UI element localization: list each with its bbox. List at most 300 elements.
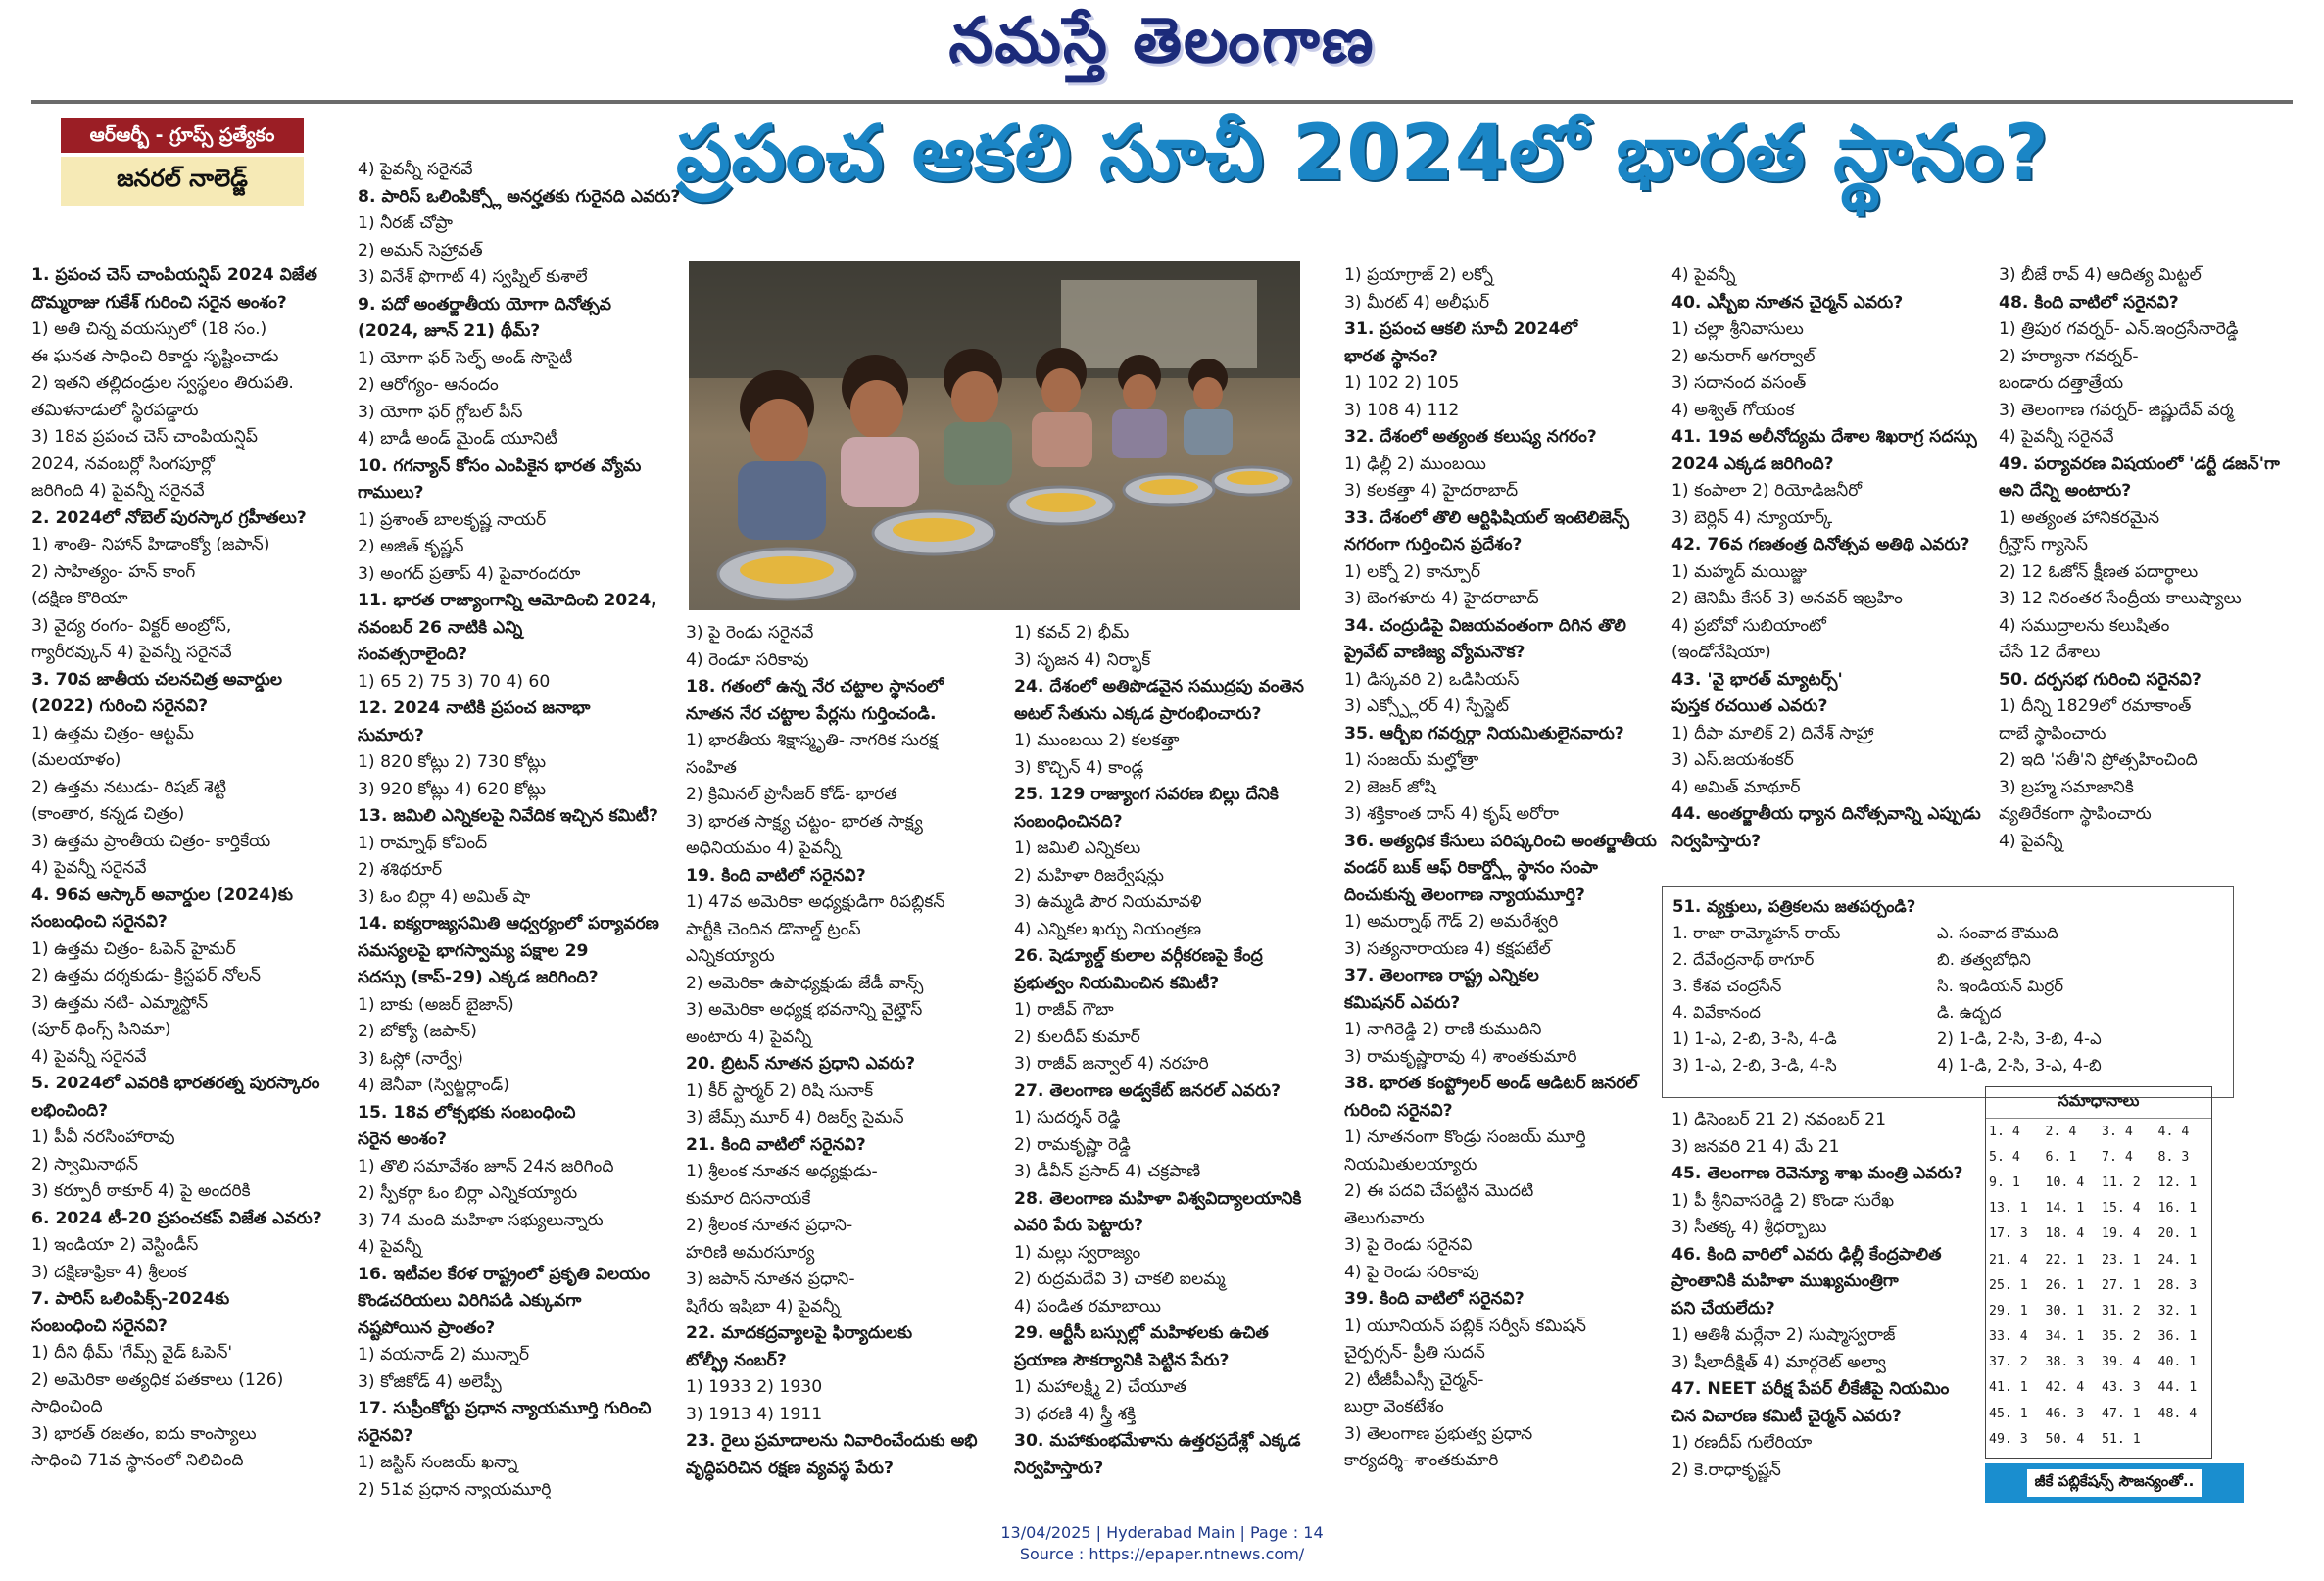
option-line: 1) లక్నో 2) కాన్పూర్	[1344, 561, 1481, 582]
answer-cell: 27. 1	[2102, 1277, 2141, 1293]
option-line: 1) త్రిపుర గవర్నర్- ఎన్.ఇంద్రసేనారెడ్డి	[1999, 319, 2239, 339]
question-line: 5. 2024లో ఎవరికి భారతరత్న పురస్కారం	[31, 1074, 320, 1093]
option-line: సాధించి 71వ స్థానంలో నిలిచింది	[31, 1451, 244, 1470]
question-line: 42. 76వ గణతంత్ర దినోత్సవ అతిథి ఎవరు?	[1671, 535, 1970, 554]
option-line: 2) ఇది 'సతీ'ని ప్రోత్సహించింది	[1999, 750, 2198, 770]
credit-text: జీకే పబ్లికేషన్స్ సౌజన్యంతో..	[2027, 1469, 2203, 1497]
question-line: 23. రైలు ప్రమాదాలను నివారించేందుకు అభి	[686, 1431, 978, 1451]
answer-cell: 6. 1	[2045, 1149, 2077, 1165]
answer-cell: 46. 3	[2045, 1406, 2085, 1421]
match-cell: ఎ. సంవాద కౌముది	[1937, 924, 2058, 942]
answer-row	[1986, 1222, 2211, 1247]
answer-cell: 13. 1	[1989, 1201, 2028, 1217]
answer-row	[1986, 1324, 2211, 1350]
answers-table	[1986, 1119, 2211, 1452]
answer-cell: 11. 2	[2102, 1174, 2141, 1190]
option-line: 3) పై రెండు సరైనవే	[686, 623, 814, 643]
option-line: 3) రామకృష్ణారావు 4) శాంతకుమారి	[1344, 1046, 1577, 1067]
question-line: ఎవరి పేరు పెట్టారు?	[1014, 1216, 1144, 1235]
match-cell: 3. కేశవ చంద్రసేన్	[1672, 977, 1782, 995]
match-cell: 2. దేవేంద్రనాథ్ ఠాగూర్	[1672, 950, 1815, 969]
answer-cell: 32. 1	[2157, 1303, 2198, 1318]
option-line: 3) 1913 4) 1911	[686, 1404, 823, 1424]
question-line: 8. పారిస్ ఒలింపిక్స్లో అనర్హతకు గురైనది ఎవరు?	[358, 186, 681, 207]
answer-cell: 1. 4	[1989, 1124, 2020, 1139]
option-line: చైర్పర్సన్- ప్రీతి సుదన్	[1344, 1343, 1485, 1363]
option-line: 2) జెనిమీ కేసర్ 3) అనవర్ ఇబ్రహిం	[1671, 589, 1903, 608]
option-line: 3) డీవీన్ ప్రసాద్ 4) చక్రపాణి	[1014, 1162, 1201, 1181]
option-line: 2) హర్యానా గవర్నర్-	[1999, 346, 2139, 366]
question-line: ప్రైవేట్ వాణిజ్య వ్యోమనౌక?	[1344, 643, 1525, 662]
option-line: 3) ఉత్తమ ప్రాంతీయ చిత్రం- కార్తికేయ	[31, 831, 271, 851]
option-line: 1) దీని థీమ్ 'గేమ్స్ వైడ్ ఓపెన్'	[31, 1343, 233, 1363]
answer-cell: 12. 1	[2157, 1174, 2198, 1190]
option-line: 4) పై రెండు సరికావు	[1344, 1262, 1479, 1282]
answer-cell: 16. 1	[2157, 1201, 2198, 1217]
match-row	[1672, 1052, 2223, 1078]
question-line: 10. గగన్యాన్ కోసం ఎంపికైన భారత వ్యోమ	[358, 455, 642, 476]
answer-cell: 42. 4	[2045, 1380, 2085, 1396]
option-line: గ్రీన్హౌస్ గ్యాసెస్	[1999, 535, 2088, 554]
option-line: 3) రాజీవ్ జన్వాల్ 4) నరహరి	[1014, 1054, 1209, 1074]
option-line: 1) 102 2) 105	[1344, 373, 1460, 393]
answer-row	[1986, 1196, 2211, 1222]
option-line: 4) పండిత రమాబాయి	[1014, 1296, 1162, 1317]
option-line: 3) 920 కోట్లు 4) 620 కోట్లు	[358, 779, 547, 799]
option-line: 1) ప్రయాగ్రాజ్ 2) లక్నో	[1344, 265, 1493, 285]
option-line: 1) అమర్నాథ్ గౌడ్ 2) అమరేశ్వరి	[1344, 912, 1559, 932]
question-line: 9. పదో అంతర్జాతీయ యోగా దినోత్సవ	[358, 294, 611, 314]
option-line: దాబే స్థాపించారు	[1999, 723, 2106, 743]
option-line: సంహిత	[686, 757, 737, 778]
answer-cell: 3. 4	[2102, 1124, 2133, 1139]
question-line: అని దేన్ని అంటారు?	[1999, 481, 2132, 501]
question-line: పని చేయలేదు?	[1671, 1298, 1775, 1318]
option-line: 1) సుదర్శన్ రెడ్డి	[1014, 1108, 1121, 1127]
option-line: 1) భారతీయ శిక్షాస్మృతి- నాగరిక సురక్ష	[686, 731, 939, 750]
option-line: 1) మహ్మద్ మయిజ్జు	[1671, 561, 1807, 582]
option-line: 1) 65 2) 75 3) 70 4) 60	[358, 671, 551, 692]
option-line: 3) 74 మంది మహిళా సభ్యులున్నారు	[358, 1210, 604, 1230]
option-line: 3) జనవరి 21 4) మే 21	[1671, 1136, 1840, 1157]
answer-cell: 28. 3	[2157, 1277, 2198, 1293]
answer-row	[1986, 1298, 2211, 1323]
question-line: 12. 2024 నాటికి ప్రపంచ జనాభా	[358, 698, 591, 718]
question-line: దొమ్మరాజు గుకేశ్ గురించి సరైన అంశం?	[31, 292, 287, 312]
option-line: పార్టీకి చెందిన డొనాల్డ్ ట్రంప్	[686, 919, 861, 939]
question-line: 11. భారత రాజ్యాంగాన్ని ఆమోదించి 2024,	[358, 591, 657, 610]
option-line: 1) బాకు (అజర్ బైజాన్)	[358, 994, 514, 1015]
match-row	[1672, 1026, 2223, 1052]
answer-cell: 38. 3	[2045, 1355, 2085, 1370]
option-line: చేసే 12 దేశాలు	[1999, 643, 2101, 662]
option-line: 1) ఉత్తమ చిత్రం- ఓపెన్ హైమర్	[31, 938, 236, 959]
answer-cell: 26. 1	[2045, 1277, 2085, 1293]
question-line: 22. మాదకద్రవ్యాలపై ఫిర్యాదులకు	[686, 1323, 913, 1343]
option-line: 3) 12 నిరంతర సేంద్రీయ కాలుష్యాలు	[1999, 589, 2242, 608]
option-line: 3) సృజన 4) నిర్భాక్	[1014, 649, 1151, 670]
option-line: (దక్షిణ కొరియా	[31, 589, 128, 608]
answer-cell: 47. 1	[2102, 1406, 2141, 1421]
option-line: 4) ఎన్నికల ఖర్చు నియంత్రణ	[1014, 919, 1202, 939]
option-line: 2) అజిత్ కృష్ణన్	[358, 537, 464, 556]
option-line: 1) ఆతిశీ మర్లేనా 2) సుష్మాస్వరాజ్	[1671, 1325, 1896, 1345]
option-line: 3) కోజికోడ్ 4) అలెప్పీ	[358, 1371, 502, 1392]
newspaper-logo: నమస్తే తెలంగాణ	[948, 4, 1376, 77]
option-line: 2) ఉత్తమ నటుడు- రిషబ్ శెట్టి	[31, 777, 226, 797]
option-line: 2) క్రిమినల్ ప్రొసీజర్ కోడ్- భారత	[686, 785, 897, 804]
question-line: గాములు?	[358, 483, 424, 503]
option-line: 2) రామకృష్ణా రెడ్డి	[1014, 1134, 1131, 1155]
option-line: 3) సీతక్క 4) శ్రీధర్బాబు	[1671, 1218, 1827, 1237]
option-line: 2) సాహిత్యం- హన్ కాంగ్	[31, 561, 196, 582]
option-line: 1) నీరజ్ చోప్రా	[358, 214, 453, 233]
option-line: 3) మీరట్ 4) అలీఘర్	[1344, 292, 1490, 312]
question-line: 7. పారిస్ ఒలింపిక్స్-2024కు	[31, 1289, 230, 1309]
question-line: 3. 70వ జాతీయ చలనచిత్ర అవార్డుల	[31, 669, 283, 690]
option-line: 2) శశిథరూర్	[358, 860, 443, 880]
option-line: 3) ఓస్లో (నార్వే)	[358, 1048, 463, 1069]
question-line: సదస్సు (కాప్-29) ఎక్కడ జరిగింది?	[358, 968, 599, 987]
answer-cell: 41. 1	[1989, 1380, 2028, 1396]
answer-cell: 39. 4	[2102, 1355, 2141, 1370]
option-line: 2) అనురాగ్ అగర్వాల్	[1671, 346, 1816, 366]
question-line: 25. 129 రాజ్యాంగ సవరణ బిల్లు దేనికి	[1014, 785, 1279, 804]
question-line: 30. మహాకుంభమేళాను ఉత్తరప్రదేశ్లో ఎక్కడ	[1014, 1431, 1301, 1451]
option-line: 2) స్వామినాథన్	[31, 1154, 138, 1174]
option-line: ఎన్నికయ్యారు	[686, 946, 775, 966]
question-line: 34. చంద్రుడిపై విజయవంతంగా దిగిన తొలి	[1344, 615, 1626, 636]
option-line: 1) పీవీ నరసింహారావు	[31, 1127, 175, 1147]
option-line: 1) 820 కోట్లు 2) 730 కోట్లు	[358, 752, 547, 772]
answer-cell: 43. 3	[2102, 1380, 2141, 1396]
option-line: 3) జేమ్స్ మూర్ 4) రిజర్వ్ సైమన్	[686, 1108, 904, 1127]
option-line: 1) ప్రశాంత్ బాలకృష్ణ నాయర్	[358, 509, 547, 530]
question-line: వృద్ధిపరిచిన రక్షణ వ్యవస్థ పేరు?	[686, 1458, 894, 1478]
option-line: హరిణి అమరసూర్య	[686, 1242, 815, 1263]
option-line: 1) దీపా మాలిక్ 2) దినేశ్ సాహ్రా	[1671, 723, 1874, 743]
option-line: 2) అమెరికా అత్యధిక పతకాలు (126)	[31, 1369, 284, 1390]
option-line: 1) ఇండియా 2) వెస్టిండీస్	[31, 1235, 199, 1255]
option-line: 3) అమెరికా అధ్యక్ష భవనాన్ని వైట్హౌస్	[686, 1000, 923, 1020]
option-line: 3) జపాన్ నూతన ప్రధాని-	[686, 1270, 855, 1289]
option-line: 1) దీన్ని 1829లో రమాకాంత్	[1999, 696, 2192, 716]
question-line: 45. తెలంగాణ రెవెన్యూ శాఖ మంత్రి ఎవరు?	[1671, 1164, 1963, 1183]
question-line: 47. NEET పరీక్ష పేపర్ లీకేజీపై నియమిం	[1671, 1379, 1950, 1399]
option-line: 3) బెంగళూరు 4) హైదరాబాద్	[1344, 589, 1539, 608]
headline: ప్రపంచ ఆకలి సూచీ 2024లో భారత స్థానం?	[676, 110, 2050, 198]
option-line: (మలయాళం)	[31, 750, 121, 770]
option-line: 2) ఈ పదవి చేపట్టిన మొదటి	[1344, 1181, 1534, 1201]
option-line: 1) శ్రీలంక నూతన అధ్యక్షుడు-	[686, 1162, 878, 1181]
masthead-rule	[31, 100, 2293, 104]
question-line: ప్రభుత్వం నియమించిన కమిటీ?	[1014, 973, 1220, 993]
question-line: 35. ఆర్బీఐ గవర్నర్గా నియమితులైనవారు?	[1344, 723, 1624, 743]
question-line: నగరంగా గుర్తించిన ప్రదేశం?	[1344, 535, 1523, 554]
column-7	[1999, 263, 2322, 880]
question-line: అటల్ సేతును ఎక్కడ ప్రారంభించారు?	[1014, 703, 1262, 724]
question-line: 33. దేశంలో తొలి ఆర్టిఫిషియల్ ఇంటెలిజెన్స్	[1344, 507, 1630, 528]
section-tag-top: ఆర్ఆర్బీ - గ్రూప్స్ ప్రత్యేకం	[61, 118, 304, 153]
answer-cell: 36. 1	[2157, 1329, 2198, 1345]
match-row	[1672, 946, 2223, 973]
option-line: 3) కొచ్చిన్ 4) కాండ్ల	[1014, 757, 1144, 778]
answer-row	[1986, 1170, 2211, 1195]
answer-row	[1986, 1144, 2211, 1170]
option-line: 1) ముంబయి 2) కలకత్తా	[1014, 731, 1180, 750]
question-line: సరైనవి?	[358, 1425, 413, 1446]
question-line: నష్టపోయిన ప్రాంతం?	[358, 1318, 496, 1338]
option-line: 2) ఉత్తమ దర్శకుడు- క్రిస్టఫర్ నోలన్	[31, 966, 262, 985]
question-line: నవంబర్ 26 నాటికి ఎన్ని	[358, 617, 523, 638]
option-line: 1) జస్టిస్ సంజయ్ ఖన్నా	[358, 1453, 518, 1472]
question-line: 16. ఇటీవల కేరళ రాష్ట్రంలో ప్రకృతి విలయం	[358, 1264, 651, 1284]
question-line: 46. కింది వారిలో ఎవరు ఢిల్లీ కేంద్రపాలిత	[1671, 1244, 1942, 1265]
option-line: 3) దక్షిణాఫ్రికా 4) శ్రీలంక	[31, 1262, 187, 1282]
option-line: 2) అమన్ సెహ్రావత్	[358, 240, 483, 261]
option-line: 2) మహిళా రిజర్వేషన్లు	[1014, 865, 1164, 886]
question-line: లభించింది?	[31, 1100, 109, 1121]
question-line: 14. ఐక్యరాజ్యసమితి ఆధ్వర్యంలో పర్యావరణ	[358, 914, 659, 934]
question-line: 37. తెలంగాణ రాష్ట్ర ఎన్నికల	[1344, 966, 1539, 985]
question-line: సరైన అంశం?	[358, 1129, 447, 1149]
answer-cell: 23. 1	[2102, 1252, 2141, 1268]
masthead	[0, 0, 2324, 98]
answer-cell: 44. 1	[2157, 1380, 2198, 1396]
match-cell: సి. ఇండియన్ మిర్రర్	[1937, 977, 2064, 995]
match-cell: బి. తత్వబోధిని	[1937, 950, 2031, 969]
option-line: 1) తొలి సమావేశం జూన్ 24న జరిగింది	[358, 1156, 614, 1176]
option-line: 1) అత్యంత హానికరమైన	[1999, 507, 2160, 528]
question-line: 44. అంతర్జాతీయ ధ్యాన దినోత్సవాన్ని ఎప్పుడు	[1671, 804, 1981, 824]
option-line: 1) కవచ్ 2) భీమ్	[1014, 623, 1130, 643]
column-5	[1344, 263, 1675, 1502]
answer-row	[1986, 1350, 2211, 1375]
question-line: సంబంధించినది?	[1014, 811, 1123, 832]
question-line: గురించి సరైనవి?	[1344, 1100, 1453, 1121]
option-line: 2) 51వ ప్రధాన న్యాయమూర్తి	[358, 1479, 552, 1499]
match-cell: 4) 1-డి, 2-సి, 3-ఎ, 4-బి	[1937, 1056, 2102, 1075]
option-line: 1) 1933 2) 1930	[686, 1377, 823, 1397]
answer-cell: 8. 3	[2157, 1149, 2190, 1165]
question-line: నూతన నేర చట్టాల పేర్లను గుర్తించండి.	[686, 703, 937, 724]
match-row	[1672, 973, 2223, 999]
option-line: 3) కలకత్తా 4) హైదరాబాద్	[1344, 481, 1519, 501]
question-line: 20. బ్రిటన్ నూతన ప్రధాని ఎవరు?	[686, 1054, 916, 1074]
question-line: టోల్ఫ్రీ నంబర్?	[686, 1350, 787, 1370]
option-line: 2024, నవంబర్లో సింగపూర్లో	[31, 454, 215, 474]
option-line: 3) బెర్లిన్ 4) న్యూయార్క్	[1671, 507, 1833, 528]
question-line: వండర్ బుక్ ఆఫ్ రికార్డ్స్లో స్థానం సంపా	[1344, 858, 1598, 878]
question-line: నిర్వహిస్తారు?	[1671, 831, 1762, 851]
option-line: 4) పైవన్నీ	[1671, 265, 1736, 285]
answer-cell: 9. 1	[1989, 1174, 2020, 1190]
option-line: 4) అశ్విత్ గోయంక	[1671, 400, 1795, 420]
option-line: 1) మల్లు స్వరాజ్యం	[1014, 1242, 1141, 1263]
option-line: తమిళనాడులో స్థిరపడ్డారు	[31, 400, 199, 420]
option-line: (పూర్ థింగ్స్ సినిమా)	[31, 1020, 171, 1039]
column-2	[358, 157, 681, 1499]
question-line: 50. దర్పసభ గురించి సరైనవి?	[1999, 669, 2202, 690]
option-line: 4) అమిత్ మాథూర్	[1671, 777, 1801, 797]
question-line: 24. దేశంలో అతిపొడవైన సముద్రపు వంతెన	[1014, 677, 1304, 696]
footer-source-line: Source : https://epaper.ntnews.com/	[1019, 1545, 1305, 1563]
children-eating-photo	[689, 261, 1300, 610]
option-line: 3) బ్రహ్మ సమాజానికి	[1999, 777, 2134, 797]
question-51-title: 51. వ్యక్తులు, పత్రికలను జతపర్చండి?	[1672, 897, 1916, 916]
answer-cell: 25. 1	[1989, 1277, 2028, 1293]
answer-cell: 49. 3	[1989, 1431, 2028, 1447]
answer-cell: 30. 1	[2045, 1303, 2085, 1318]
option-line: 1) యూనియన్ పబ్లిక్ సర్వీస్ కమిషన్	[1344, 1316, 1586, 1336]
option-line: 3) కర్పూరీ ఠాకూర్ 4) పై అందరికి	[31, 1181, 251, 1201]
question-line: 4. 96వ ఆస్కార్ అవార్డుల (2024)కు	[31, 885, 293, 905]
option-line: 4) పైవన్నీ	[1999, 831, 2063, 851]
answer-cell: 5. 4	[1989, 1149, 2020, 1165]
match-cell: 3) 1-ఎ, 2-బి, 3-డి, 4-సి	[1672, 1056, 1837, 1075]
option-line: 4) రెండూ సరికావు	[686, 649, 809, 670]
answer-cell: 40. 1	[2157, 1355, 2198, 1370]
answer-cell: 51. 1	[2102, 1431, 2141, 1447]
answer-cell: 37. 2	[1989, 1355, 2028, 1370]
question-line: సంబంధించి సరైనవి?	[31, 1316, 168, 1336]
answer-cell: 14. 1	[2045, 1201, 2085, 1217]
option-line: 1) నూతనంగా కొండ్రు సంజయ్ మూర్తి	[1344, 1127, 1586, 1147]
option-line: (కాంతార, కన్నడ చిత్రం)	[31, 804, 185, 824]
option-line: 4) ప్రబోవో సుబియాంటో	[1671, 615, 1826, 636]
option-line: బండారు దత్తాత్రేయ	[1999, 373, 2124, 393]
question-line: కొండచరియలు విరిగిపడి ఎక్కువగా	[358, 1291, 582, 1311]
question-line: 40. ఎస్బీఐ నూతన చైర్మన్ ఎవరు?	[1671, 292, 1904, 312]
match-cell: 1) 1-ఎ, 2-బి, 3-సి, 4-డి	[1672, 1030, 1837, 1048]
option-line: తెలుగువారు	[1344, 1208, 1425, 1228]
option-line: 3) వినేశ్ ఫొగాట్ 4) స్వప్నిల్ కుశాలే	[358, 267, 588, 287]
option-line: 4) జెనీవా (స్విట్జర్లాండ్)	[358, 1076, 509, 1095]
option-line: 3) షీలాదీక్షిత్ 4) మార్గరెట్ అల్వా	[1671, 1352, 1886, 1372]
question-line: చిన విచారణ కమిటీ చైర్మన్ ఎవరు?	[1671, 1406, 1902, 1426]
question-line: 21. కింది వాటిలో సరైనవి?	[686, 1134, 866, 1155]
option-line: 3) 18వ ప్రపంచ చెస్ చాంపియన్షిప్	[31, 427, 259, 447]
answer-cell: 17. 3	[1989, 1226, 2028, 1242]
answer-row	[1986, 1401, 2211, 1426]
match-row	[1672, 999, 2223, 1026]
option-line: 2) రుద్రమదేవి 3) చాకలి ఐలమ్మ	[1014, 1270, 1226, 1289]
answer-cell: 15. 4	[2102, 1201, 2141, 1217]
option-line: 1) డిస్కవరి 2) ఒడిసియస్	[1344, 669, 1520, 690]
option-line: 2) టీజీపీఎస్సీ చైర్మన్-	[1344, 1369, 1484, 1390]
credit-bar	[1985, 1463, 2244, 1503]
option-line: 4) పైవన్నీ సరైనవే	[31, 858, 147, 878]
option-line: 1) రాజీవ్ గౌబా	[1014, 1000, 1114, 1020]
question-line: 49. పర్యావరణ విషయంలో 'డర్టీ డజన్'గా	[1999, 454, 2280, 474]
answer-row	[1986, 1247, 2211, 1272]
column-6-lower	[1671, 1107, 1985, 1499]
question-line: ప్రాంతానికి మహిళా ముఖ్యమంత్రిగా	[1671, 1271, 1899, 1291]
question-line: సంవత్సరాలైంది?	[358, 645, 468, 664]
answer-cell: 21. 4	[1989, 1252, 2028, 1268]
option-line: 3) తెలంగాణ గవర్నర్- జిష్ణుదేవ్ వర్మ	[1999, 400, 2234, 420]
question-line: 19. కింది వాటిలో సరైనవి?	[686, 865, 866, 886]
photo-illustration	[689, 261, 1300, 610]
match-row	[1672, 920, 2223, 946]
option-line: 3) సదానంద వసంత్	[1671, 373, 1807, 393]
question-line: 27. తెలంగాణ అడ్వకేట్ జనరల్ ఎవరు?	[1014, 1080, 1282, 1101]
option-line: 2) కులదీప్ కుమార్	[1014, 1027, 1140, 1047]
answer-row	[1986, 1272, 2211, 1298]
option-line: 1) చల్లా శ్రీనివాసులు	[1671, 319, 1804, 339]
option-line: 1) రామ్నాథ్ కోవింద్	[358, 833, 488, 853]
question-line: 36. అత్యధిక కేసులు పరిష్కరించి అంతర్జాతీయ	[1344, 831, 1657, 851]
option-line: 3) సత్యనారాయణ 4) కక్షపటేల్	[1344, 938, 1551, 959]
option-line: 3) ఎస్.జయశంకర్	[1671, 750, 1794, 770]
question-line: 38. భారత కంప్ట్రోలర్ అండ్ ఆడిటర్ జనరల్	[1344, 1074, 1638, 1093]
answers-box	[1985, 1086, 2212, 1459]
page-footer	[0, 1522, 2324, 1565]
option-line: 1) శాంతి- నిహాన్ హిడాంక్యో (జపాన్)	[31, 535, 270, 554]
option-line: 3) ఎక్స్ప్లోరర్ 4) స్పేస్జెట్	[1344, 696, 1510, 716]
option-line: 1) నాగిరెడ్డి 2) రాణి కుముదిని	[1344, 1020, 1542, 1039]
answer-row	[1986, 1119, 2211, 1144]
option-line: షిగేరు ఇషిబా 4) పైవన్నీ	[686, 1296, 841, 1317]
answer-cell: 35. 2	[2102, 1329, 2141, 1345]
column-6	[1671, 263, 1995, 880]
answer-cell: 48. 4	[2157, 1406, 2198, 1421]
option-line: జరిగింది 4) పైవన్నీ సరైనవే	[31, 481, 205, 501]
question-line: సంబంధించి సరైనవి?	[31, 912, 168, 932]
option-line: 1) రణదీప్ గులేరియా	[1671, 1433, 1813, 1453]
option-line: 1) యోగా ఫర్ సెల్ఫ్ అండ్ సొసైటీ	[358, 348, 573, 368]
option-line: 1) పీ శ్రీనివాసరెడ్డి 2) కొండా సురేఖ	[1671, 1190, 1895, 1211]
option-line: 2) శ్రీలంక నూతన ప్రధాని-	[686, 1216, 853, 1235]
option-line: 4) సముద్రాలను కలుషితం	[1999, 615, 2170, 636]
question-line: భారత స్థానం?	[1344, 346, 1438, 366]
option-line: 1) సంజయ్ మల్హోత్రా	[1344, 750, 1479, 770]
option-line: 2) అమెరికా ఉపాధ్యక్షుడు జేడీ వాన్స్	[686, 973, 924, 993]
option-line: వ్యతిరేకంగా స్థాపించారు	[1999, 804, 2152, 824]
answer-cell: 31. 2	[2102, 1303, 2141, 1318]
option-line: 3) భారత సాక్ష్య చట్టం- భారత సాక్ష్య	[686, 811, 923, 832]
option-line: కార్యదర్శి- శాంతకుమారి	[1344, 1451, 1499, 1470]
option-line: 1) ఢిల్లీ 2) ముంబయి	[1344, 454, 1486, 474]
question-line: 29. ఆర్టీసీ బస్సుల్లో మహిళలకు ఉచిత	[1014, 1323, 1269, 1343]
option-line: 2) 12 ఓజోన్ క్షీణత పదార్థాలు	[1999, 561, 2199, 582]
option-line: 1) జమిలి ఎన్నికలు	[1014, 838, 1141, 858]
option-line: 2) కె.రాధాకృష్ణన్	[1671, 1460, 1781, 1480]
option-line: 1) వయనాడ్ 2) మున్నార్	[358, 1345, 530, 1365]
option-line: 1) మహాలక్ష్మి 2) చేయూత	[1014, 1377, 1187, 1397]
question-line: 26. షెడ్యూల్డ్ కులాల వర్గీకరణపై కేంద్ర	[1014, 946, 1263, 966]
question-line: దించుకున్న తెలంగాణ న్యాయమూర్తి?	[1344, 885, 1585, 905]
option-line: 3) శక్తికాంత దాస్ 4) కృష్ అరోరా	[1344, 804, 1559, 824]
question-line: 13. జమిలి ఎన్నికలపై నివేదిక ఇచ్చిన కమిటీ?	[358, 806, 658, 826]
option-line: 4) పైవన్నీ	[358, 1237, 422, 1257]
match-cell: 2) 1-డి, 2-సి, 3-బి, 4-ఎ	[1937, 1030, 2102, 1048]
option-line: 3) 108 4) 112	[1344, 400, 1460, 420]
answer-cell: 19. 4	[2102, 1226, 2141, 1242]
answer-cell: 22. 1	[2045, 1252, 2085, 1268]
column-3	[686, 620, 1019, 1502]
answer-cell: 24. 1	[2157, 1252, 2198, 1268]
answer-cell: 18. 4	[2045, 1226, 2085, 1242]
question-line: 32. దేశంలో అత్యంత కలుష్య నగరం?	[1344, 427, 1597, 447]
match-cell: డి. ఉద్బద	[1937, 1003, 2002, 1022]
question-line: (2022) గురించి సరైనవి?	[31, 696, 209, 716]
option-line: 4) పైవన్నీ సరైనవే	[31, 1046, 147, 1067]
option-line: 1) డిసెంబర్ 21 2) నవంబర్ 21	[1671, 1110, 1887, 1129]
question-line: 17. సుప్రీంకోర్టు ప్రధాన న్యాయమూర్తి గురించి	[358, 1399, 652, 1418]
question-51-box	[1662, 886, 2234, 1098]
option-line: గ్యారీరవ్కున్ 4) పైవన్నీ సరైనవే	[31, 643, 232, 662]
